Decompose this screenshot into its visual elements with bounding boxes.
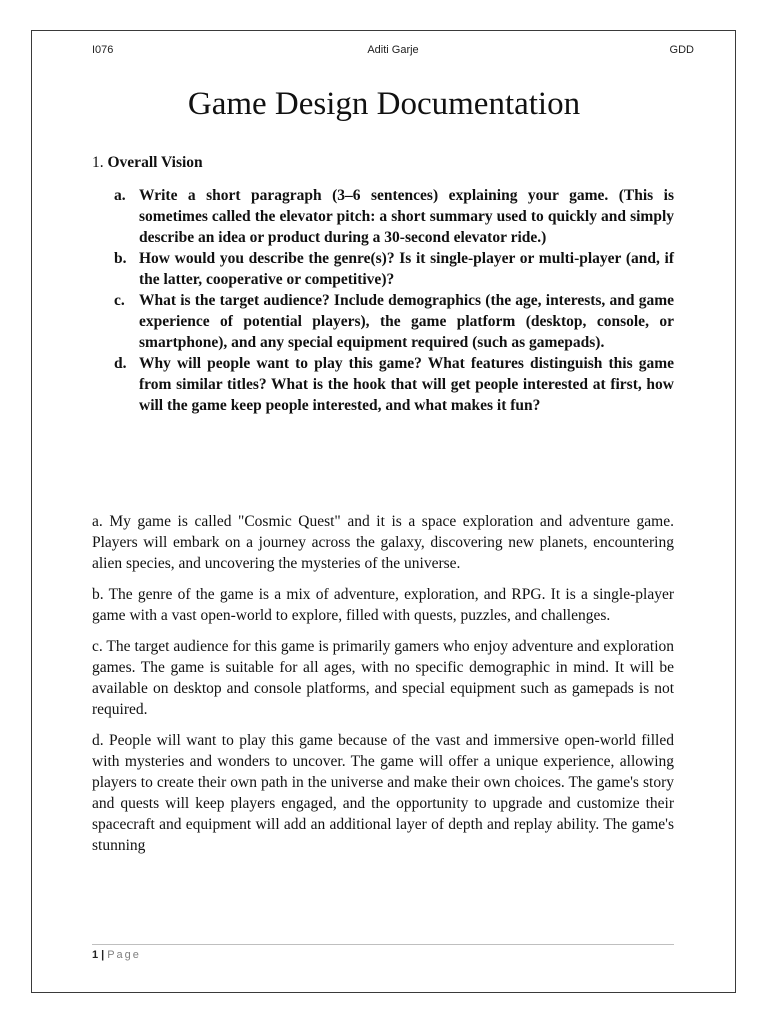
question-text: Write a short paragraph (3–6 sentences) explaining your game. (This is sometimes called the elevator pitch: a short summary used to quickly and simply describe an idea or product during a 30-second elevator ride.) <box>139 187 674 246</box>
answer-paragraph: a. My game is called "Cosmic Quest" and it is a space exploration and adventure game. Players will embark on a journey across the galaxy, discovering new planets, encountering alien species, and uncovering the mysteries of the universe. <box>92 513 674 572</box>
section-title: Overall Vision <box>107 154 203 171</box>
page-header <box>92 44 694 62</box>
page-number: 1 <box>92 949 99 961</box>
question-item <box>114 353 674 416</box>
footer-divider <box>92 944 674 945</box>
page-label: Page <box>107 949 141 961</box>
question-marker: c. <box>114 292 125 309</box>
section-number: 1. <box>92 154 104 171</box>
question-list <box>114 185 674 416</box>
question-marker: d. <box>114 355 127 372</box>
answer-paragraph: b. The genre of the game is a mix of adventure, exploration, and RPG. It is a single-player game with a vast open-world to explore, filled with quests, puzzles, and challenges. <box>92 586 674 624</box>
footer-separator: | <box>101 949 105 961</box>
page-footer <box>92 949 141 961</box>
header-id: I076 <box>92 44 114 56</box>
header-author: Aditi Garje <box>367 44 419 56</box>
document-title: Game Design Documentation <box>187 86 581 122</box>
question-marker: a. <box>114 187 126 204</box>
answer-paragraph: c. The target audience for this game is primarily gamers who enjoy adventure and exploration games. The game is suitable for all ages, with no specific demographic in mind. It will be available on desktop and console platforms, and special equipment such as gamepads is not required. <box>92 638 674 718</box>
question-item <box>114 290 674 353</box>
question-text: How would you describe the genre(s)? Is it single-player or multi-player (and, if the latter, cooperative or competitive)? <box>139 250 674 288</box>
header-doc-type: GDD <box>669 44 694 56</box>
section-heading <box>92 154 203 172</box>
question-text: Why will people want to play this game? What features distinguish this game from similar titles? What is the hook that will get people interested at first, how will the game keep people interested, and what makes it fun? <box>139 355 674 414</box>
question-text: What is the target audience? Include demographics (the age, interests, and game experience of potential players), the game platform (desktop, console, or smartphone), and any special equipment required (such as gamepads). <box>139 292 674 351</box>
question-item <box>114 185 674 248</box>
question-item <box>114 248 674 290</box>
answer-paragraph: d. People will want to play this game because of the vast and immersive open-world filled with mysteries and wonders to uncover. The game will offer a unique experience, allowing players to create their own path in the universe and make their own choices. The game's story and quests will keep players engaged, and the opportunity to upgrade and customize their spacecraft and equipment will add an additional layer of depth and replay ability. The game's stunning <box>92 732 674 854</box>
answer-section <box>92 511 674 866</box>
question-marker: b. <box>114 250 127 267</box>
